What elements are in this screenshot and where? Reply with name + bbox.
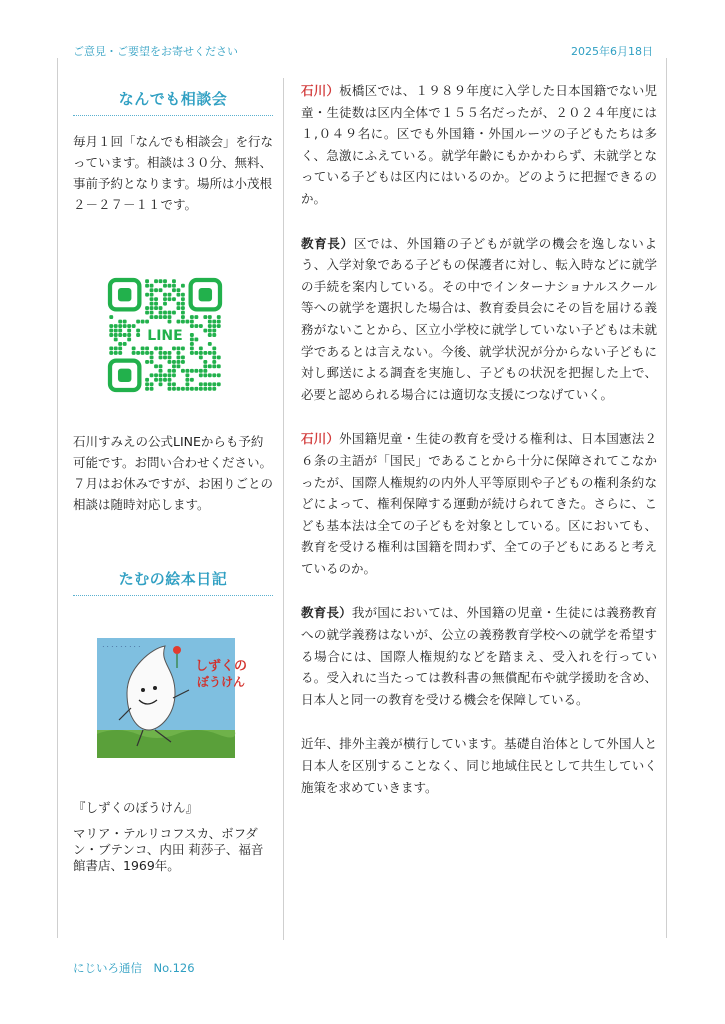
book-title: 『しずくのぼうけん』 bbox=[73, 800, 199, 815]
qr-module bbox=[168, 284, 172, 288]
qr-module bbox=[190, 351, 194, 355]
qr-module bbox=[118, 333, 122, 337]
qr-module bbox=[150, 382, 154, 386]
qr-module bbox=[194, 387, 198, 391]
qr-module bbox=[177, 302, 181, 306]
qr-module bbox=[168, 293, 172, 297]
qr-module bbox=[172, 373, 176, 377]
qr-module bbox=[168, 369, 172, 373]
qr-module bbox=[177, 360, 181, 364]
qr-module bbox=[168, 311, 172, 315]
main-column bbox=[301, 80, 657, 821]
qr-module bbox=[217, 320, 221, 324]
qr-module bbox=[150, 387, 154, 391]
qr-module bbox=[145, 347, 149, 351]
consult-body: 毎月１回「なんでも相談会」を行なっています。相談は３０分、無料、事前予約となります。場所は小茂根２－２７－１１です。 bbox=[73, 134, 274, 212]
qr-module bbox=[199, 355, 203, 359]
qr-module bbox=[163, 378, 167, 382]
divider-middle bbox=[283, 78, 284, 940]
qr-module bbox=[203, 382, 207, 386]
qr-module bbox=[159, 279, 163, 283]
qr-module bbox=[208, 324, 212, 328]
qr-module bbox=[109, 351, 113, 355]
header-note: ご意見・ご要望をお寄せください bbox=[73, 45, 238, 58]
ehon-title: たむの絵本日記 bbox=[118, 570, 228, 588]
qr-module bbox=[109, 324, 113, 328]
qa-paragraph bbox=[301, 428, 657, 579]
qr-module bbox=[163, 355, 167, 359]
qr-module bbox=[123, 320, 127, 324]
qr-module bbox=[114, 333, 118, 337]
qr-module bbox=[212, 320, 216, 324]
qr-finder bbox=[110, 280, 139, 309]
qr-module bbox=[181, 284, 185, 288]
qr-module bbox=[114, 351, 118, 355]
qr-module bbox=[212, 324, 216, 328]
qr-module bbox=[145, 279, 149, 283]
qr-module bbox=[118, 329, 122, 333]
ehon-section bbox=[73, 568, 273, 596]
qr-module bbox=[172, 360, 176, 364]
qr-module bbox=[118, 351, 122, 355]
qr-module bbox=[181, 320, 185, 324]
qr-module bbox=[217, 373, 221, 377]
qr-module bbox=[136, 351, 140, 355]
qr-module bbox=[163, 302, 167, 306]
qr-module bbox=[208, 329, 212, 333]
qr-module bbox=[208, 351, 212, 355]
qr-module bbox=[150, 360, 154, 364]
qr-module bbox=[168, 297, 172, 301]
qr-module bbox=[168, 351, 172, 355]
qr-module bbox=[185, 369, 189, 373]
qa-paragraph bbox=[301, 602, 657, 710]
speaker-label: 石川） bbox=[301, 83, 340, 98]
qr-module bbox=[208, 315, 212, 319]
line-info bbox=[73, 431, 273, 515]
qr-module bbox=[199, 387, 203, 391]
qr-module bbox=[185, 387, 189, 391]
qr-module bbox=[154, 373, 158, 377]
qr-module bbox=[217, 324, 221, 328]
qr-module bbox=[168, 320, 172, 324]
qr-module bbox=[181, 387, 185, 391]
qr-module bbox=[199, 369, 203, 373]
qr-module bbox=[217, 382, 221, 386]
qr-module bbox=[109, 347, 113, 351]
qr-module bbox=[163, 293, 167, 297]
qr-module bbox=[163, 311, 167, 315]
qr-module bbox=[118, 324, 122, 328]
qr-module bbox=[145, 311, 149, 315]
qr-module bbox=[177, 288, 181, 292]
qr-module bbox=[154, 306, 158, 310]
qr-module bbox=[145, 306, 149, 310]
qr-module bbox=[159, 378, 163, 382]
qr-module bbox=[172, 288, 176, 292]
qr-module bbox=[203, 387, 207, 391]
qr-module bbox=[212, 351, 216, 355]
qr-module bbox=[127, 338, 131, 342]
qr-module bbox=[190, 387, 194, 391]
line-qr-code[interactable] bbox=[109, 279, 221, 391]
qr-module bbox=[168, 373, 172, 377]
qr-module bbox=[172, 297, 176, 301]
speaker-label: 教育長） bbox=[301, 605, 352, 621]
qr-module bbox=[177, 387, 181, 391]
qr-module bbox=[212, 373, 216, 377]
qr-module bbox=[177, 293, 181, 297]
qr-module bbox=[159, 373, 163, 377]
qr-module bbox=[145, 387, 149, 391]
qr-module bbox=[172, 279, 176, 283]
divider-right bbox=[666, 58, 667, 938]
qr-module bbox=[123, 333, 127, 337]
qr-module bbox=[163, 284, 167, 288]
qr-module bbox=[154, 378, 158, 382]
qa-paragraph bbox=[301, 80, 657, 210]
qr-module bbox=[168, 382, 172, 386]
qr-module bbox=[154, 315, 158, 319]
qr-module bbox=[163, 297, 167, 301]
qr-module bbox=[172, 311, 176, 315]
qr-module bbox=[132, 324, 136, 328]
qr-module bbox=[212, 333, 216, 337]
qr-module bbox=[150, 355, 154, 359]
ehon-divider bbox=[73, 595, 273, 596]
qr-module bbox=[154, 364, 158, 368]
qr-module bbox=[190, 324, 194, 328]
qr-module bbox=[163, 351, 167, 355]
qr-module bbox=[159, 311, 163, 315]
qr-module bbox=[212, 364, 216, 368]
qr-module bbox=[217, 355, 221, 359]
qr-module bbox=[203, 369, 207, 373]
qr-module bbox=[154, 297, 158, 301]
qr-module bbox=[217, 364, 221, 368]
qr-module bbox=[159, 347, 163, 351]
qr-module bbox=[177, 347, 181, 351]
qr-module bbox=[145, 378, 149, 382]
qr-module bbox=[199, 351, 203, 355]
qr-module bbox=[114, 347, 118, 351]
qr-module bbox=[185, 373, 189, 377]
qr-module bbox=[145, 382, 149, 386]
cover-title-2: ぼうけん bbox=[197, 675, 246, 689]
qr-module bbox=[203, 351, 207, 355]
qr-module bbox=[208, 333, 212, 337]
qr-module bbox=[109, 329, 113, 333]
qr-module bbox=[145, 351, 149, 355]
qr-module bbox=[168, 315, 172, 319]
qr-module bbox=[194, 315, 198, 319]
qr-module bbox=[150, 302, 154, 306]
paragraph-text: 板橋区では、１９８９年度に入学した日本国籍でない児童・生徒数は区内全体で１５５名だったが、２０２４年度には１,０４９名に。区でも外国籍・外国ルーツの子どもたちは多く、急激にふえている。就学年齢にもかかわらず、未就学となっている子どもは区内にはいるのか。どのように把握できるのか。 bbox=[301, 83, 657, 206]
qr-module bbox=[185, 320, 189, 324]
qr-module bbox=[212, 387, 216, 391]
qr-module bbox=[150, 351, 154, 355]
qr-module bbox=[190, 338, 194, 342]
qr-module bbox=[150, 311, 154, 315]
qr-module bbox=[181, 360, 185, 364]
qr-module bbox=[136, 329, 140, 333]
qa-paragraph bbox=[301, 233, 657, 406]
qr-module bbox=[132, 351, 136, 355]
qr-module bbox=[154, 302, 158, 306]
qr-module bbox=[150, 315, 154, 319]
qr-module bbox=[177, 320, 181, 324]
consult-divider bbox=[73, 115, 273, 116]
qr-module bbox=[181, 355, 185, 359]
qr-module bbox=[136, 333, 140, 337]
qr-module bbox=[168, 360, 172, 364]
qr-module bbox=[141, 320, 145, 324]
qr-module bbox=[123, 342, 127, 346]
book-cover-image bbox=[97, 638, 248, 758]
qr-module bbox=[194, 351, 198, 355]
qr-module bbox=[114, 338, 118, 342]
qr-module bbox=[190, 333, 194, 337]
qr-finder bbox=[110, 361, 139, 390]
qr-module bbox=[159, 351, 163, 355]
qr-module bbox=[127, 333, 131, 337]
qr-module bbox=[172, 284, 176, 288]
qr-module bbox=[168, 355, 172, 359]
sidebar bbox=[73, 88, 273, 215]
qr-module bbox=[208, 373, 212, 377]
qr-module bbox=[203, 373, 207, 377]
qr-module bbox=[194, 369, 198, 373]
divider-left bbox=[57, 58, 58, 938]
qr-module bbox=[159, 369, 163, 373]
qr-module bbox=[181, 315, 185, 319]
cover-title-1: しずくの bbox=[195, 659, 248, 674]
qr-module bbox=[163, 373, 167, 377]
qr-module bbox=[177, 364, 181, 368]
qr-module bbox=[136, 320, 140, 324]
line-text: 石川すみえの公式LINEからも予約可能です。お問い合わせください。７月はお休みですが、お困りごとの相談は随時対応します。 bbox=[73, 434, 274, 512]
qr-module bbox=[203, 329, 207, 333]
qr-module bbox=[172, 369, 176, 373]
qr-module bbox=[208, 320, 212, 324]
qr-module bbox=[150, 297, 154, 301]
qr-module bbox=[212, 382, 216, 386]
qr-module bbox=[208, 387, 212, 391]
qr-module bbox=[181, 297, 185, 301]
qr-finder bbox=[191, 280, 220, 309]
consult-title: なんでも相談会 bbox=[118, 90, 228, 108]
book-info: マリア・テルリコフスカ、ボフダン・ブテンコ、内田 莉莎子、福音館書店、1969年。 bbox=[73, 826, 264, 873]
qr-module bbox=[185, 382, 189, 386]
qr-module bbox=[190, 320, 194, 324]
qr-module bbox=[150, 284, 154, 288]
qr-module bbox=[145, 284, 149, 288]
qr-module bbox=[109, 315, 113, 319]
speaker-label: 教育長） bbox=[301, 235, 354, 251]
qr-module bbox=[118, 347, 122, 351]
qr-module bbox=[118, 320, 122, 324]
qr-module bbox=[190, 369, 194, 373]
qr-module bbox=[114, 324, 118, 328]
qr-module bbox=[150, 306, 154, 310]
qr-module bbox=[145, 320, 149, 324]
qr-module bbox=[150, 293, 154, 297]
qr-module bbox=[172, 382, 176, 386]
qr-module bbox=[159, 382, 163, 386]
qr-module bbox=[172, 347, 176, 351]
qr-module bbox=[212, 360, 216, 364]
qr-module bbox=[199, 347, 203, 351]
qr-module bbox=[199, 382, 203, 386]
qr-module bbox=[150, 288, 154, 292]
qr-module bbox=[172, 364, 176, 368]
qr-module bbox=[199, 324, 203, 328]
qr-line-label: LINE bbox=[147, 328, 183, 344]
qr-module bbox=[194, 338, 198, 342]
qr-module bbox=[159, 306, 163, 310]
qr-module bbox=[208, 364, 212, 368]
qr-module bbox=[168, 387, 172, 391]
qr-module bbox=[177, 306, 181, 310]
qr-module bbox=[203, 364, 207, 368]
qr-module bbox=[212, 355, 216, 359]
qr-module bbox=[154, 347, 158, 351]
qr-module bbox=[177, 355, 181, 359]
qr-module bbox=[168, 378, 172, 382]
qr-module bbox=[190, 378, 194, 382]
qr-module bbox=[109, 333, 113, 337]
speaker-label: 石川） bbox=[301, 431, 340, 447]
qr-module bbox=[154, 288, 158, 292]
qr-module bbox=[118, 342, 122, 346]
qr-module bbox=[203, 360, 207, 364]
qr-module bbox=[194, 324, 198, 328]
qr-module bbox=[163, 315, 167, 319]
qr-module bbox=[208, 382, 212, 386]
qr-module bbox=[190, 315, 194, 319]
qr-module bbox=[181, 369, 185, 373]
qr-module bbox=[190, 342, 194, 346]
qr-module bbox=[141, 351, 145, 355]
qr-module bbox=[212, 329, 216, 333]
qr-module bbox=[159, 364, 163, 368]
footer-issue: にじいろ通信 No.126 bbox=[73, 961, 195, 975]
qr-module bbox=[150, 373, 154, 377]
qr-module bbox=[181, 302, 185, 306]
qr-module bbox=[199, 373, 203, 377]
qr-module bbox=[185, 378, 189, 382]
qr-module bbox=[132, 347, 136, 351]
paragraph-text: 近年、排外主義が横行しています。基礎自治体として外国人と日本人を区別することなく、同じ地域住民として共生していく施策を求めていきます。 bbox=[301, 736, 657, 795]
qr-module bbox=[159, 355, 163, 359]
qr-module bbox=[154, 279, 158, 283]
qr-module bbox=[163, 279, 167, 283]
qr-module bbox=[181, 306, 185, 310]
qr-module bbox=[181, 347, 185, 351]
svg-text:・・・・・・・・・: ・・・・・・・・・ bbox=[101, 645, 142, 650]
qr-module bbox=[127, 324, 131, 328]
paragraph-text: 区では、外国籍の子どもが就学の機会を逸しないよう、入学対象である子どもの保護者に対し、転入時などに就学の手続を案内している。その中でインターナショナルスクール等への就学を選択した場合は、教育委員会にその旨を届ける義務がないことから、区立小学校に就学していない子どもは未就学であるとは言えない。今後、就学状況が分からない子どもに対し郵送による調査を実施し、子どもの状況を把握した上で、必要と認められる場合には適切な支援につなげていく。 bbox=[301, 235, 657, 402]
qr-module bbox=[172, 387, 176, 391]
qr-module bbox=[145, 293, 149, 297]
qr-module bbox=[145, 360, 149, 364]
qr-module bbox=[181, 293, 185, 297]
qr-module bbox=[190, 347, 194, 351]
qr-module bbox=[177, 351, 181, 355]
qr-module bbox=[203, 315, 207, 319]
qr-module bbox=[208, 342, 212, 346]
paragraph-text: 外国籍児童・生徒の教育を受ける権利は、日本国憲法２６条の主語が「国民」であることから十分に保障されてこなかったが、国際人権規約の内外人平等原則や子どもの権利条約などによって、権利保障する運動が続けられてきた。さらに、こども基本法は全ての子どもを対象としている。区においても、教育を受ける権利は国籍を問わず、全ての子どもにあると考えているのか。 bbox=[301, 431, 657, 576]
qr-module bbox=[141, 347, 145, 351]
qr-module bbox=[217, 315, 221, 319]
qr-module bbox=[212, 347, 216, 351]
qr-module bbox=[159, 315, 163, 319]
paragraph-text: 我が国においては、外国籍の児童・生徒には義務教育への就学義務はないが、公立の義務教育学校への就学を希望する場合には、国際人権規約などを踏まえ、受入れを行っている。受入れに当たっては教科書の無償配布や就学援助を含め、日本人と同一の教育を受ける機会を保障している。 bbox=[301, 605, 657, 707]
qr-module bbox=[181, 311, 185, 315]
closing-paragraph bbox=[301, 733, 657, 798]
issue-date: 2025年6月18日 bbox=[571, 45, 653, 58]
qr-module bbox=[123, 324, 127, 328]
qr-module bbox=[114, 329, 118, 333]
qr-module bbox=[159, 288, 163, 292]
qr-module bbox=[127, 329, 131, 333]
